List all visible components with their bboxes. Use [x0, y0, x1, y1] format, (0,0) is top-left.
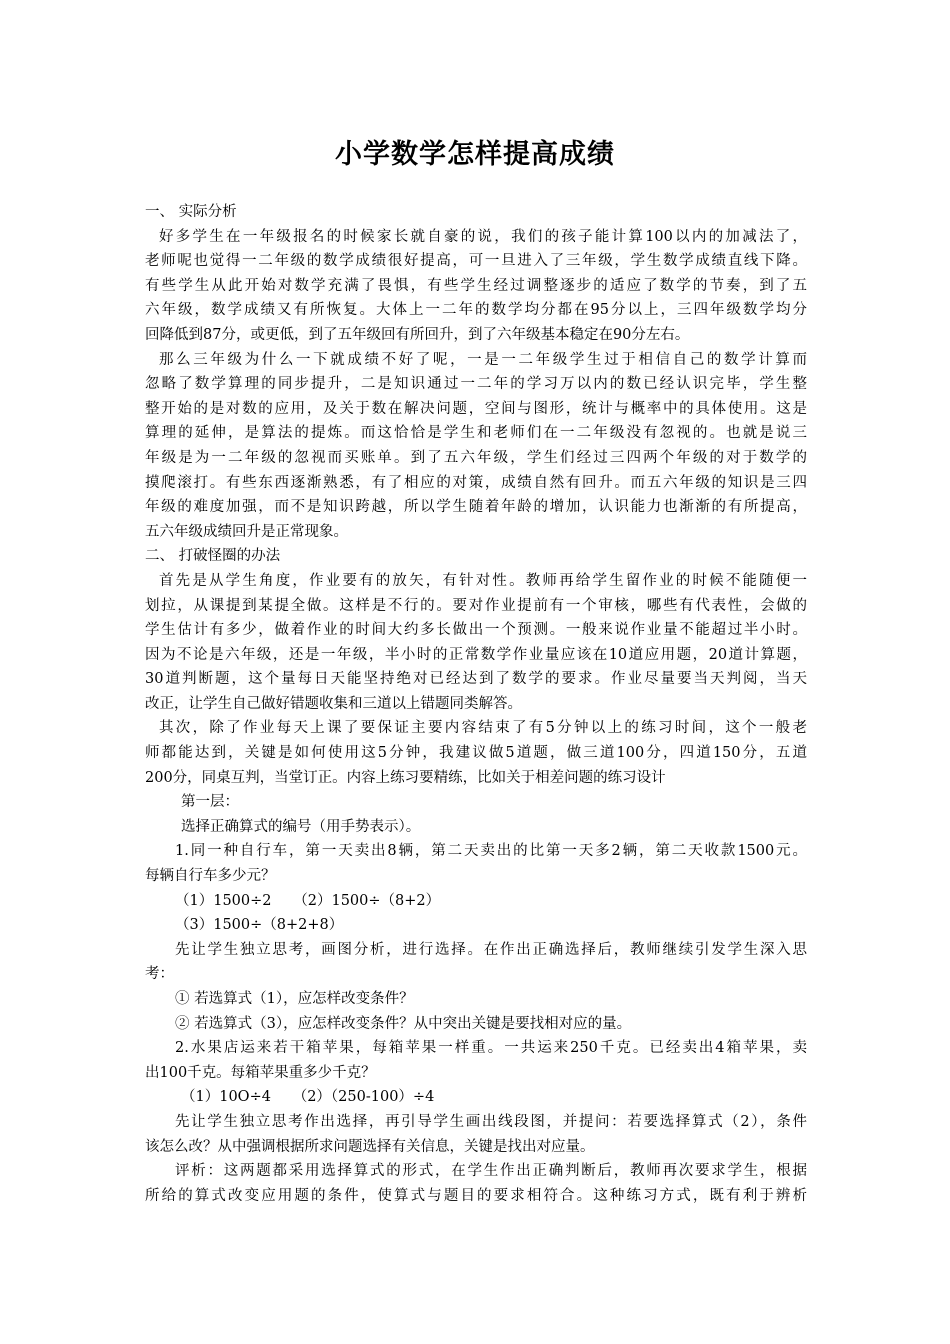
- text-line: 老师呢也觉得一二年级的数学成绩很好提高，可一旦进入了三年级，学生数学成绩直线下降。: [145, 253, 807, 270]
- text-line: 划拉，从课提到某提全做。这样是不行的。要对作业提前有一个审核，哪些有代表性，会做的: [145, 597, 807, 614]
- text-line: 2.水果店运来若干箱苹果，每箱苹果一样重。一共运来250千克。已经卖出4箱苹果，卖: [175, 1040, 807, 1057]
- text-line: （1）1500÷2 （2）1500÷（8+2）: [175, 892, 441, 909]
- text-line: 30道判断题，这个量每日天能坚持绝对已经达到了数学的要求。作业尽量要当天判阅，当天: [145, 671, 807, 688]
- text-line: 1.同一种自行车，第一天卖出8辆，第二天卖出的比第一天多2辆，第二天收款1500元。: [175, 843, 807, 860]
- text-line: 摸爬滚打。有些东西逐渐熟悉，有了相应的对策，成绩自然有回升。而五六年级的知识是三四: [145, 474, 807, 491]
- text-line: 五六年级成绩回升是正常现象。: [145, 523, 348, 540]
- text-line: 算理的延伸，是算法的提炼。而这恰恰是学生和老师们在一二年级没有忽视的。也就是说三: [145, 425, 807, 442]
- text-line: 年级是为一二年级的忽视而买账单。到了五六年级，学生们经过三四两个年级的对于数学的: [145, 449, 807, 466]
- text-line: 整开始的是对数的应用，及关于数在解决问题，空间与图形，统计与概率中的具体使用。这是: [145, 400, 807, 417]
- text-line: （3）1500÷（8+2+8）: [175, 917, 344, 934]
- text-line: 所给的算式改变应用题的条件，使算式与题目的要求相符合。这种练习方式，既有利于辨析: [145, 1187, 807, 1204]
- text-line: 先让学生独立思考，画图分析，进行选择。在作出正确选择后，教师继续引发学生深入思: [175, 941, 807, 958]
- text-line: 先让学生独立思考作出选择，再引导学生画出线段图，并提问：若要选择算式（2），条件: [175, 1113, 807, 1130]
- text-line: 师都能达到，关键是如何使用这5分钟，我建议做5道题，做三道100分，四道150分，五道: [145, 745, 807, 762]
- text-line: 学生估计有多少，做着作业的时间大约多长做出一个预测。一般来说作业量不能超过半小时。: [145, 622, 807, 639]
- text-line: 出100千克。每箱苹果重多少千克？: [145, 1064, 376, 1081]
- text-line: 忽略了数学算理的同步提升，二是知识通过一二年的学习万以内的数已经认识完毕，学生整: [145, 376, 807, 393]
- document-title: 小学数学怎样提高成绩: [335, 139, 615, 170]
- text-line: 二、 打破怪圈的办法: [145, 548, 281, 565]
- document-body: [145, 200, 807, 1208]
- text-line: 该怎么改？从中强调根据所求问题选择有关信息，关键是找出对应量。: [145, 1138, 595, 1155]
- text-line: 年级的难度加强，而不是知识跨越，所以学生随着年龄的增加，认识能力也渐渐的有所提高，: [145, 499, 807, 516]
- text-line: ② 若选算式（3），应怎样改变条件？从中突出关键是要找相对应的量。: [175, 1015, 632, 1032]
- text-line: 好多学生在一年级报名的时候家长就自豪的说，我们的孩子能计算100以内的加减法了，: [159, 228, 807, 245]
- text-line: 回降低到87分，或更低，到了五年级回有所回升，到了六年级基本稳定在90分左右。: [145, 326, 690, 343]
- text-line: 首先是从学生角度，作业要有的放矢，有针对性。教师再给学生留作业的时候不能随便一: [159, 572, 807, 589]
- text-line: 考：: [145, 966, 174, 983]
- text-line: 因为不论是六年级，还是一年级，半小时的正常数学作业量应该在10道应用题，20道计算题，: [145, 646, 807, 663]
- text-line: 评析：这两题都采用选择算式的形式，在学生作出正确判断后，教师再次要求学生，根据: [175, 1163, 807, 1180]
- text-line: 其次，除了作业每天上课了要保证主要内容结束了有5分钟以上的练习时间，这个一般老: [159, 720, 807, 737]
- text-line: 第一层：: [181, 794, 239, 811]
- text-line: 选择正确算式的编号（用手势表示）。: [181, 818, 421, 835]
- text-line: 六年级，数学成绩又有所恢复。大体上一二年的数学均分都在95分以上，三四年级数学均分: [145, 302, 807, 319]
- text-line: 每辆自行车多少元？: [145, 868, 276, 885]
- text-line: 200分，同桌互判，当堂订正。内容上练习要精练，比如关于相差问题的练习设计: [145, 769, 666, 786]
- text-line: 那么三年级为什么一下就成绩不好了呢，一是一二年级学生过于相信自己的数学计算而: [159, 351, 807, 368]
- text-line: 改正，让学生自己做好错题收集和三道以上错题同类解答。: [145, 695, 522, 712]
- text-line: ① 若选算式（1），应怎样改变条件？: [175, 991, 414, 1007]
- text-line: 有些学生从此开始对数学充满了畏惧，有些学生经过调整逐步的适应了数学的节奏，到了五: [145, 277, 807, 294]
- text-line: （1）10O÷4 （2）（250-100）÷4: [181, 1089, 435, 1106]
- text-line: 一、 实际分析: [145, 204, 237, 220]
